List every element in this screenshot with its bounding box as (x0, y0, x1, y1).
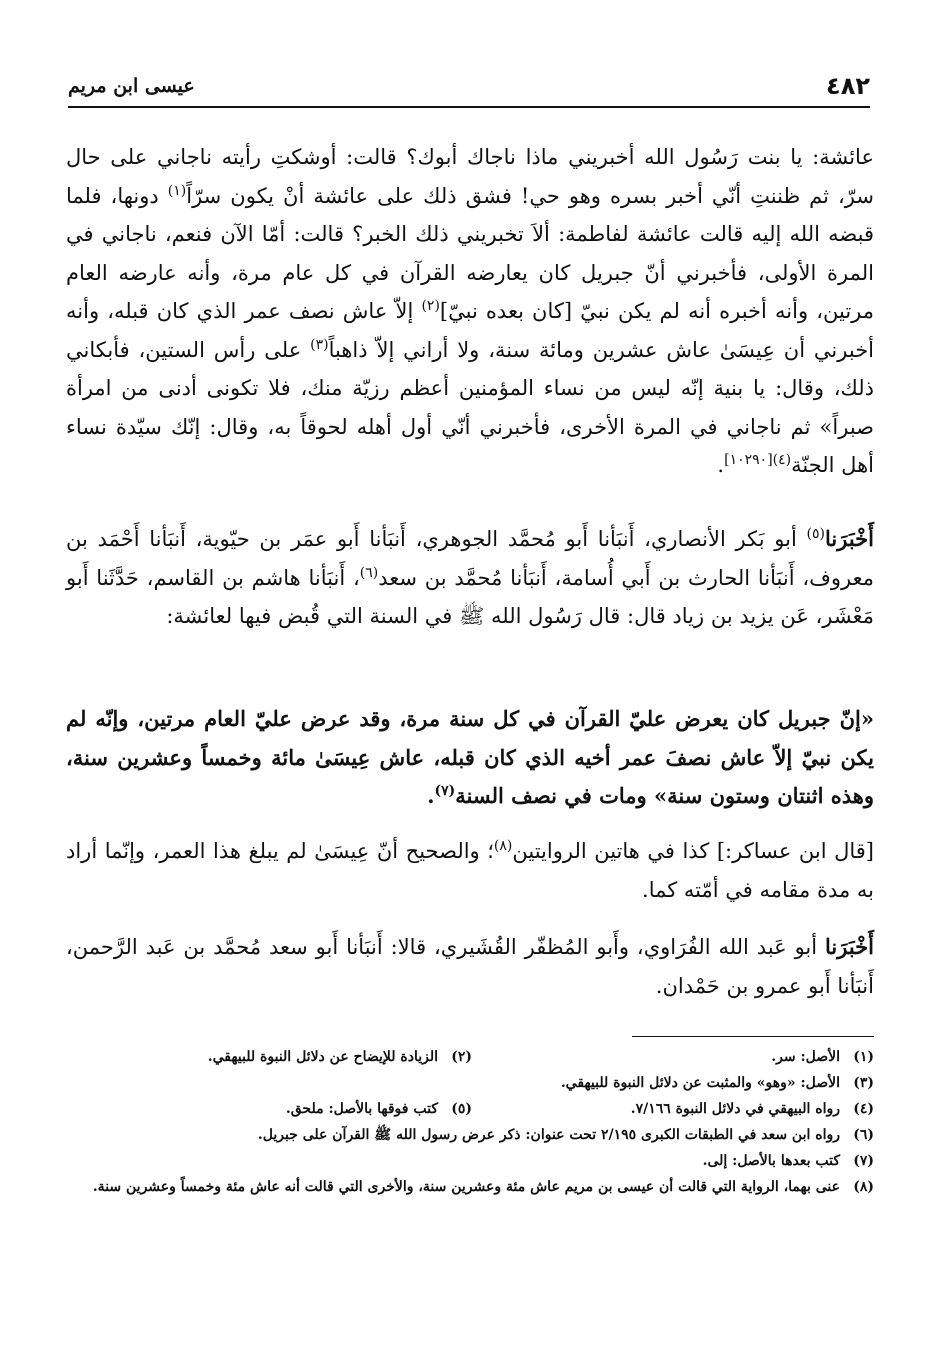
text-run: ؛ والصحيح أنّ عِيسَىٰ لم يبلغ هذا العمر، وإنّما أراد به مدة مقامه في أمّته كما. (66, 839, 874, 902)
text-run: ، أَنبَأنا هاشم بن القاسم، حَدَّثَنا أَبو مَعْشَر، عَن يزيد بن زياد قال: قال رَسُول الله ﷺ في السنة التي قُبض فيها لعائشة: (66, 565, 874, 628)
text-run: . (717, 453, 725, 477)
footnote-text: رواه البيهقي في دلائل النبوة ٧/١٦٦. (630, 1101, 840, 1117)
footnote-row (70, 1122, 874, 1148)
footnote-number: (٨) (853, 1179, 874, 1195)
footnote-row (70, 1070, 874, 1096)
footnote-7 (70, 1148, 874, 1174)
footnote-1 (472, 1044, 874, 1070)
footnote-number: (٣) (853, 1075, 874, 1091)
footnote-ref-2[interactable]: (٢) (421, 298, 440, 314)
footnote-text: رواه ابن سعد في الطبقات الكبرى ٢/١٩٥ تحت عنوان: ذكر عرض رسول الله ﷺ القرآن على جبريل. (257, 1127, 840, 1143)
footnote-ref-3[interactable]: (٣) (310, 336, 329, 353)
text-run: دونها، فلما قبضه الله إليه قالت عائشة لفاطمة: ألاَ تخبريني ذلك الخبر؟ قالت: أمّا الآن فنعم، ناجاني في المرة الأولى، فأخبرني أنّ جبريل كان يعارضه القرآن في كل عام مرة، وأنه عارضه العام مرتين، وأنه أخبره أنه لم يكن نبيّ [كان بعده نبيّ] (66, 183, 874, 323)
footnote-number: (١) (853, 1049, 874, 1065)
footnote-text: الأصل: سر. (771, 1049, 840, 1065)
text-run: . (427, 783, 435, 808)
footnote-text: الأصل: «وهو» والمثبت عن دلائل النبوة للبيهقي. (560, 1075, 840, 1091)
footnote-6 (70, 1122, 874, 1148)
footnote-4 (472, 1096, 874, 1122)
paragraph-ibn-asakir-comment (66, 832, 874, 909)
footnote-ref-5[interactable]: (٥) (806, 526, 826, 542)
footnote-ref-4[interactable]: (٤)[١٠٢٩٠] (724, 452, 792, 468)
text-run: [قال ابن عساكر:] كذا في هاتين الروايتين (512, 839, 874, 863)
page-header (68, 66, 870, 108)
footnote-ref-1[interactable]: (١) (167, 182, 187, 199)
footnote-number: (٦) (853, 1127, 874, 1143)
footnote-ref-7[interactable]: (٧) (434, 783, 456, 799)
text-run: إلاّ عاش نصف عمر الذي كان قبله، وأنه أخبرني أن عِيسَىٰ عاش عشرين ومائة سنة، ولا أراني إلاّ ذاهباً (66, 299, 875, 362)
running-title: عيسى ابن مريم (68, 75, 195, 97)
akhbarana-heading: أَخْبَرَنا (825, 526, 874, 551)
footnote-number: (٢) (451, 1049, 472, 1065)
paragraph-hadith-text (66, 700, 874, 816)
footnote-number: (٥) (451, 1101, 472, 1117)
footnote-number: (٧) (853, 1153, 874, 1169)
footnote-ref-6[interactable]: (٦) (359, 564, 379, 581)
footnote-text: عنى بهما، الرواية التي قالت أن عيسى بن مريم عاش مئة وعشرين سنة، والأخرى التي قالت أنه عاش مئة وخمساً وعشرين سنة. (92, 1179, 840, 1195)
footnote-5 (70, 1096, 472, 1122)
text-run: عائشة: يا بنت رَسُول الله أخبريني ماذا ناجاك أبوك؟ قالت: أوشكتِ رأيته ناجاني على حال سرّ، ثم ظننتِ أنّي أخبر بسره وهو حي! فشق ذلك على عائشة أنْ يكون سرّاً (66, 145, 874, 208)
footnote-text: الزيادة للإيضاح عن دلائل النبوة للبيهقي. (207, 1049, 438, 1065)
paragraph-isnad-1 (66, 520, 874, 636)
footnote-text: كتب بعدها بالأصل: إلى. (702, 1153, 840, 1169)
text-run: أبو بَكر الأنصاري، أَنبَأنا أَبو مُحمَّد الجوهري، أَنبَأنا أَبو عمَر بن حيّوية، أَنبَأنا أَحْمَد بن معروف، أَنبَأنا الحارث بن أَبي أُسامة، أَنبَأنا مُحمَّد بن سعد (66, 527, 874, 590)
footnote-8 (70, 1174, 874, 1200)
footnote-2 (70, 1044, 472, 1070)
footnote-row (70, 1148, 874, 1174)
footnote-ref-8[interactable]: (٨) (493, 838, 513, 854)
akhbarana-heading: أَخْبَرَنا (825, 934, 874, 959)
footnote-row (70, 1096, 874, 1122)
footnote-3 (70, 1070, 874, 1096)
footnote-number: (٤) (853, 1101, 874, 1117)
text-run: «إنّ جبريل كان يعرض عليّ القرآن في كل سنة مرة، وقد عرض عليّ العام مرتين، وإنّه لم يكن نبيّ إلاّ عاش نصفَ عمر أخيه الذي كان قبله، عاش عِيسَىٰ مائة وخمساً وعشرين سنة، وهذه اثنتان وستون سنة» ومات في نصف السنة (66, 706, 874, 808)
paragraph-aisha-narration (66, 138, 874, 485)
footnote-divider (632, 1036, 874, 1037)
footnote-row (70, 1174, 874, 1200)
paragraph-isnad-2 (66, 928, 874, 1005)
text-run: على رأس الستين، فأبكاني ذلك، وقال: يا بنية إنّه ليس من نساء المؤمنين أعظم رزيّة منك، فلا تكونى أدنى من امرأة صبراً» ثم ناجاني في المرة الأخرى، فأخبرني أنّي أول أهله لحوقاً به، وقال: إنّك سيّدة نساء أهل الجنّة (66, 337, 874, 477)
footnote-text: كتب فوقها بالأصل: ملحق. (285, 1101, 438, 1117)
footnote-row (70, 1044, 874, 1070)
page-number: ٤٨٢ (826, 72, 870, 100)
footnotes (70, 1044, 874, 1200)
text-run: أبو عَبد الله الفُرَاوي، وأَبو المُظفّر القُشَيري، قالا: أَنبَأنا أَبو سعد مُحمَّد بن عَبد الرَّحمن، أَنبَأنا أَبو عمرو بن حَمْدان. (66, 935, 874, 998)
